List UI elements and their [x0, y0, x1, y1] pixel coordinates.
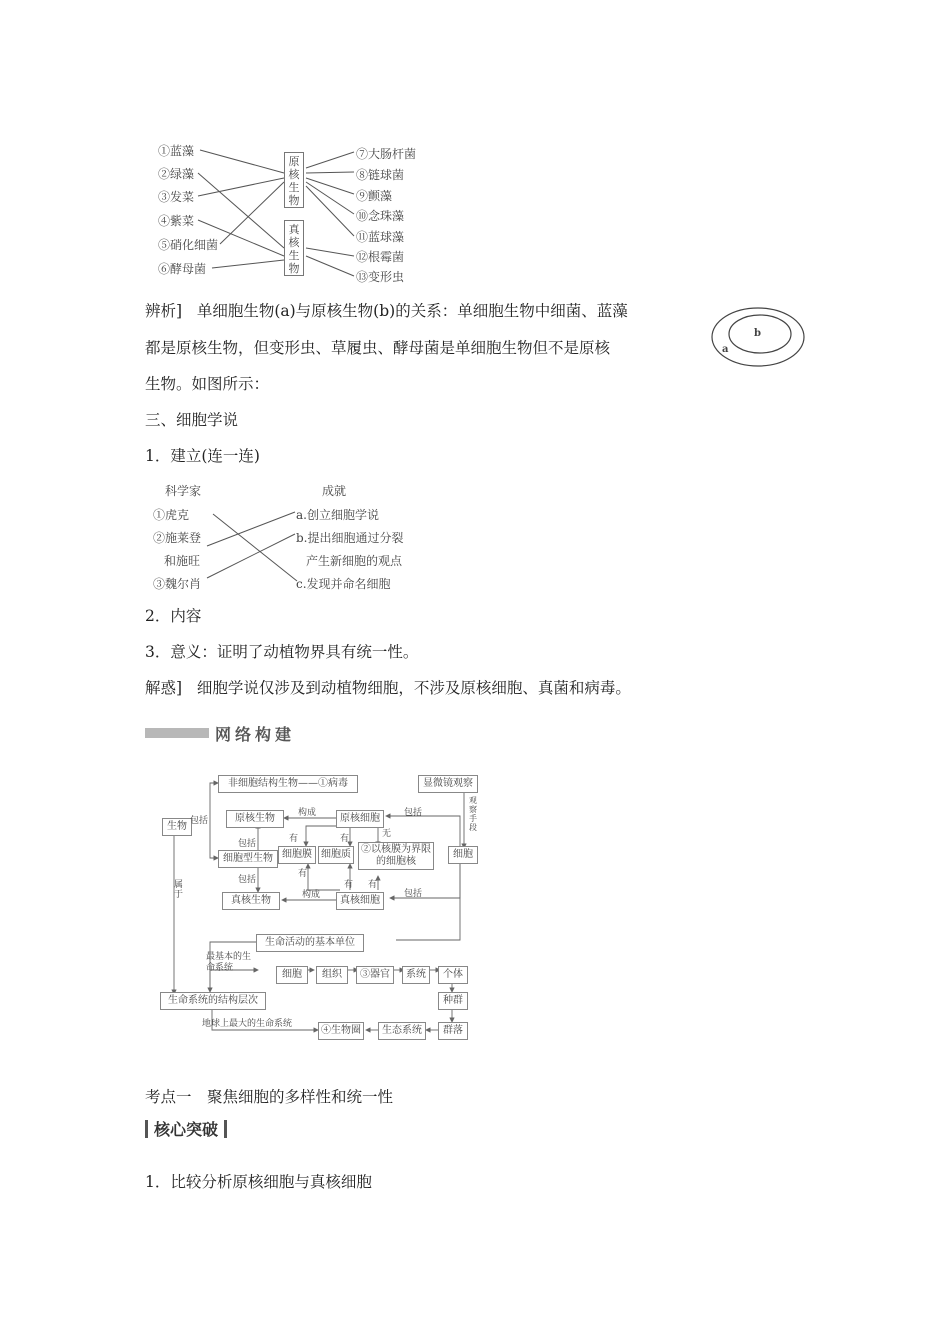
- right-item-10: ⑩念珠藻: [356, 209, 405, 223]
- scientist-1: ①虎克: [153, 508, 190, 522]
- label-observe-means: 观察手段: [469, 796, 477, 832]
- label-most-basic: 最基本的生命系统: [206, 952, 252, 973]
- label-include-4: 包括: [404, 808, 423, 818]
- achievement-c: c.发现并命名细胞: [296, 577, 391, 591]
- node-cytoplasm: 细胞质: [318, 846, 354, 864]
- label-compose-1: 构成: [298, 808, 317, 818]
- prokaryote-box: 原核生物: [284, 152, 304, 208]
- label-include-1: 包括: [190, 816, 209, 826]
- node-h-biosphere: ④生物圈: [318, 1022, 364, 1040]
- node-h-organ: ③器官: [356, 966, 394, 984]
- section-bar: [145, 728, 209, 738]
- scientist-header: 科学家: [165, 484, 202, 498]
- bianxi-tag: 辨析]: [145, 302, 183, 320]
- label-none: 无: [382, 829, 392, 839]
- venn-outer-label: a: [722, 344, 729, 355]
- bianxi-text-1: 单细胞生物(a)与原核生物(b)的关系：单细胞生物中细菌、蓝藻: [196, 302, 628, 320]
- core-heading: [145, 1117, 227, 1140]
- node-h-individual: 个体: [438, 966, 468, 984]
- node-h-population: 种群: [438, 992, 468, 1010]
- section3-heading: 三、细胞学说: [145, 411, 239, 429]
- label-has-5: 有: [368, 880, 378, 890]
- achievement-b: b.提出细胞通过分裂: [296, 531, 404, 545]
- achievement-a: a.创立细胞学说: [296, 508, 379, 522]
- scientist-2: ②施莱登: [153, 531, 202, 545]
- node-organism: 生物: [162, 818, 192, 836]
- eukaryote-box: 真核生物: [284, 220, 304, 276]
- node-cell: 细胞: [448, 846, 478, 864]
- node-prokaryote-org: 原核生物: [226, 810, 284, 828]
- node-h-system: 系统: [402, 966, 430, 984]
- achievement-b2: 产生新细胞的观点: [306, 554, 403, 568]
- kaodian-item-1: 1．比较分析原核细胞与真核细胞: [145, 1173, 372, 1191]
- node-eukaryotic-cell: 真核细胞: [336, 892, 384, 910]
- bianxi-line-3: 生物。如图所示：: [145, 375, 270, 393]
- jiehuo-tag: 解惑]: [145, 679, 183, 697]
- bianxi-line-1: [145, 300, 628, 322]
- core-title: 核心突破: [154, 1120, 219, 1139]
- node-prokaryotic-cell: 原核细胞: [336, 810, 384, 828]
- node-h-ecosystem: 生态系统: [378, 1022, 426, 1040]
- label-include-5: 包括: [404, 889, 423, 899]
- label-compose-2: 构成: [302, 890, 321, 900]
- venn-inner-label: b: [754, 328, 761, 339]
- label-has-4: 有: [344, 880, 354, 890]
- right-item-12: ⑫根霉菌: [356, 250, 405, 264]
- right-item-8: ⑧链球菌: [356, 168, 405, 182]
- core-bar-right: [224, 1120, 227, 1138]
- jiehuo-line: [145, 677, 631, 699]
- node-cellular-org: 细胞型生物: [218, 850, 278, 868]
- node-cell-membrane: 细胞膜: [278, 846, 316, 864]
- node-eukaryote-org: 真核生物: [222, 892, 280, 910]
- node-non-cellular: 非细胞结构生物——①病毒: [218, 775, 358, 793]
- section3-item-1: 1．建立(连一连): [145, 447, 260, 465]
- node-h-cell: 细胞: [276, 966, 308, 984]
- label-include-2: 包括: [238, 839, 257, 849]
- scientist-2b: 和施旺: [164, 554, 201, 568]
- left-item-1: ①蓝藻: [158, 144, 195, 158]
- node-microscope: 显微镜观察: [418, 775, 478, 793]
- achievement-header: 成就: [322, 484, 347, 498]
- right-item-11: ⑪蓝球藻: [356, 230, 405, 244]
- node-h-community: 群落: [438, 1022, 468, 1040]
- right-item-9: ⑨颤藻: [356, 189, 393, 203]
- jiehuo-text: 细胞学说仅涉及到动植物细胞，不涉及原核细胞、真菌和病毒。: [196, 679, 631, 697]
- right-item-13: ⑬变形虫: [356, 270, 405, 284]
- core-bar-left: [145, 1120, 148, 1138]
- network-title: 网络构建: [215, 725, 296, 744]
- left-item-6: ⑥酵母菌: [158, 262, 207, 276]
- left-item-3: ③发菜: [158, 190, 195, 204]
- section3-item-3: 3．意义：证明了动植物界具有统一性。: [145, 643, 419, 661]
- label-largest: 地球上最大的生命系统: [202, 1019, 293, 1029]
- node-h-tissue: 组织: [316, 966, 348, 984]
- left-item-5: ⑤硝化细菌: [158, 238, 219, 252]
- label-has-1: 有: [289, 834, 299, 844]
- label-has-2: 有: [340, 834, 350, 844]
- left-item-4: ④紫菜: [158, 214, 195, 228]
- kaodian-title: 考点一 聚焦细胞的多样性和统一性: [145, 1088, 394, 1106]
- label-include-3: 包括: [238, 875, 257, 885]
- label-has-3: 有: [298, 869, 308, 879]
- right-item-7: ⑦大肠杆菌: [356, 147, 417, 161]
- section3-item-2: 2．内容: [145, 607, 202, 625]
- bianxi-line-2: 都是原核生物，但变形虫、草履虫、酵母菌是单细胞生物但不是原核: [145, 339, 611, 357]
- node-basic-unit: 生命活动的基本单位: [256, 934, 364, 952]
- node-hierarchy: 生命系统的结构层次: [160, 992, 266, 1010]
- node-nucleus-boundary: ②以核膜为界限的细胞核: [358, 842, 434, 870]
- label-belongs: 属于: [174, 880, 184, 900]
- left-item-2: ②绿藻: [158, 167, 195, 181]
- scientist-3: ③魏尔肖: [153, 577, 202, 591]
